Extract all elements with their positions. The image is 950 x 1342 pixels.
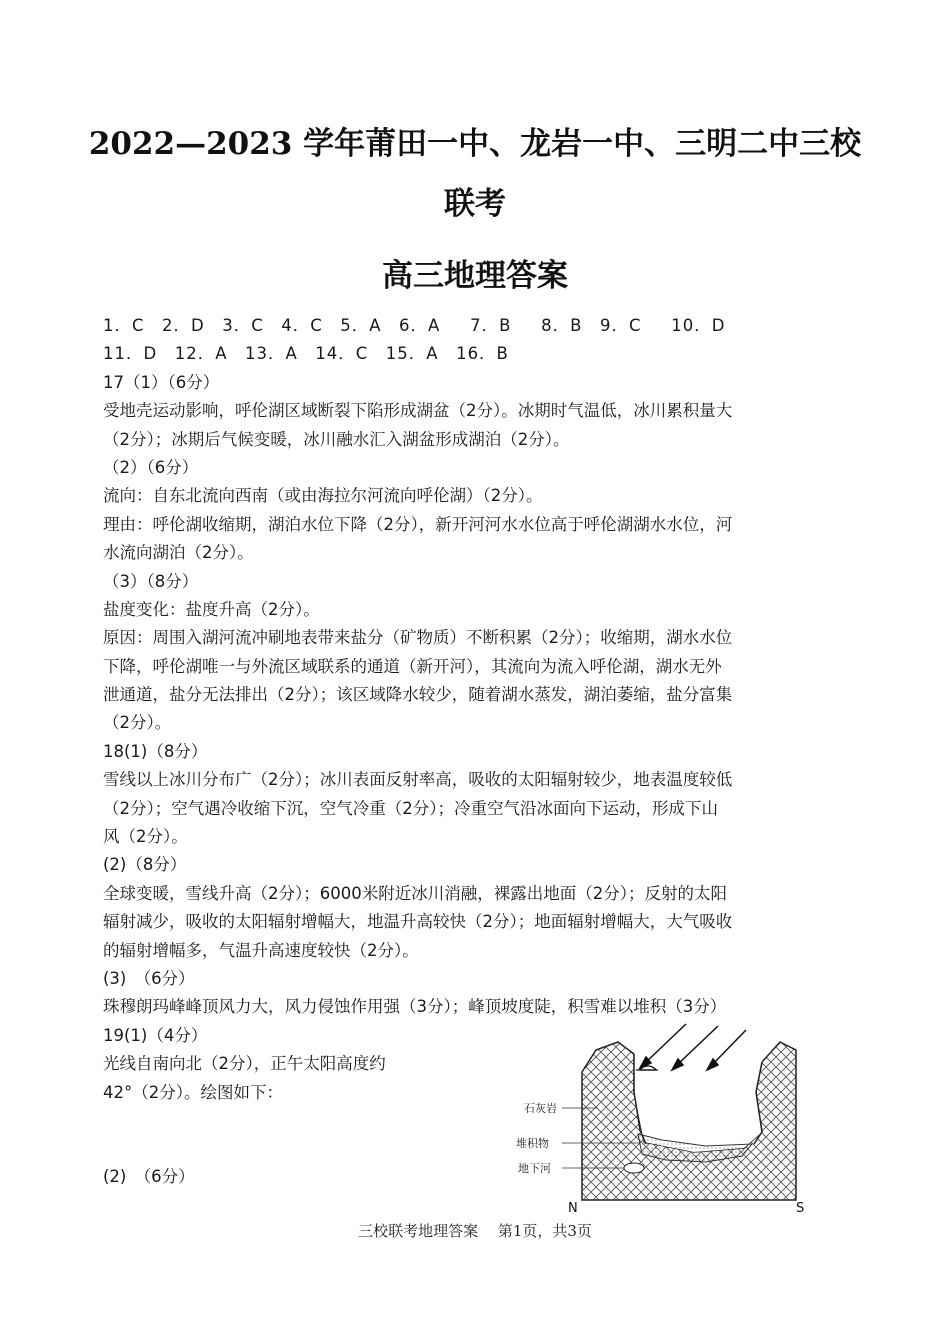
q17-p3-line: 理由：呼伦湖收缩期，湖泊水位下降（2分），新开河河水水位高于呼伦湖湖水水位，河 bbox=[103, 514, 733, 534]
label-underground-river: 地下河 bbox=[518, 1162, 551, 1175]
q17-p4-line: 盐度变化：盐度升高（2分）。 bbox=[103, 599, 320, 619]
q19-p1-line: 光线自南向北（2分），正午太阳高度约 bbox=[103, 1054, 386, 1074]
underground-river bbox=[624, 1163, 644, 1173]
q18-sub3-heading: (3) （6分） bbox=[103, 968, 195, 988]
mc-answers-row-2: 11．D 12．A 13．A 14．C 15．A 16．B bbox=[103, 344, 509, 364]
q17-p5-line: 下降，呼伦湖唯一与外流区域联系的通道（新开河），其流向为流入呼伦湖，湖水无外 bbox=[103, 656, 722, 676]
q17-p5-line: 泄通道，盐分无法排出（2分）；该区域降水较少，随着湖水蒸发，湖泊萎缩，盐分富集 bbox=[103, 685, 733, 705]
page-footer: 三校联考地理答案 第1页，共3页 bbox=[358, 1222, 592, 1240]
q17-heading: 17（1）（6分） bbox=[103, 372, 220, 392]
q18-heading: 18(1)（8分） bbox=[103, 741, 208, 761]
q18-p3-line: 珠穆朗玛峰峰顶风力大，风力侵蚀作用强（3分）；峰顶坡度陡，积雪难以堆积（3分） bbox=[103, 997, 727, 1017]
label-north: N bbox=[568, 1201, 578, 1214]
q18-p2-line: 的辐射增幅多，气温升高速度较快（2分）。 bbox=[103, 940, 419, 960]
cave-cross-section-diagram bbox=[506, 1022, 811, 1214]
mc-answers-row-1: 1．C 2．D 3．C 4．C 5．A 6．A 7．B 8．B 9．C 10．D bbox=[103, 316, 726, 335]
title-line-1: 2022—2023 学年莆田一中、龙岩一中、三明二中三校 bbox=[88, 126, 862, 162]
q19-sub2-heading: (2) （6分） bbox=[103, 1166, 195, 1186]
q17-p1-line: （2分）；冰期后气候变暖，冰川融水汇入湖盆形成湖泊（2分）。 bbox=[103, 429, 570, 449]
label-sediment: 堆积物 bbox=[516, 1137, 549, 1150]
q18-p2-line: 全球变暖，雪线升高（2分）；6000米附近冰川消融，裸露出地面（2分）；反射的太阳 bbox=[103, 883, 727, 903]
q19-heading: 19(1)（4分） bbox=[103, 1025, 208, 1045]
page-subtitle: 高三地理答案 bbox=[382, 258, 568, 294]
q18-p1-line: 风（2分）。 bbox=[103, 827, 188, 847]
label-south: S bbox=[796, 1201, 805, 1214]
title-line-2: 联考 bbox=[444, 186, 506, 222]
q18-p2-line: 辐射减少，吸收的太阳辐射增幅大，地温升高较快（2分）；地面辐射增幅大，大气吸收 bbox=[103, 912, 733, 932]
q18-p1-line: 雪线以上冰川分布广（2分）；冰川表面反射率高，吸收的太阳辐射较少，地表温度较低 bbox=[103, 770, 733, 790]
q18-sub2-heading: (2)（8分） bbox=[103, 855, 187, 875]
q17-p1-line: 受地壳运动影响，呼伦湖区域断裂下陷形成湖盆（2分）。冰期时气温低，冰川累积量大 bbox=[103, 401, 733, 421]
q17-p2-line: 流向：自东北流向西南（或由海拉尔河流向呼伦湖）（2分）。 bbox=[103, 486, 543, 506]
q18-p1-line: （2分）；空气遇冷收缩下沉，空气冷重（2分）；冷重空气沿冰面向下运动，形成下山 bbox=[103, 798, 718, 818]
cave-void bbox=[634, 1046, 762, 1152]
q17-p5-line: 原因：周围入湖河流冲刷地表带来盐分（矿物质）不断积累（2分）；收缩期，湖水水位 bbox=[103, 628, 733, 648]
q17-sub3-heading: （3）（8分） bbox=[103, 571, 199, 591]
q17-p5-line: （2分）。 bbox=[103, 713, 172, 733]
q17-sub2-heading: （2）（6分） bbox=[103, 457, 199, 477]
q19-p1-line: 42°（2分）。绘图如下： bbox=[103, 1082, 283, 1102]
q17-p3-line: 水流向湖泊（2分）。 bbox=[103, 543, 254, 563]
label-limestone: 石灰岩 bbox=[524, 1102, 557, 1115]
